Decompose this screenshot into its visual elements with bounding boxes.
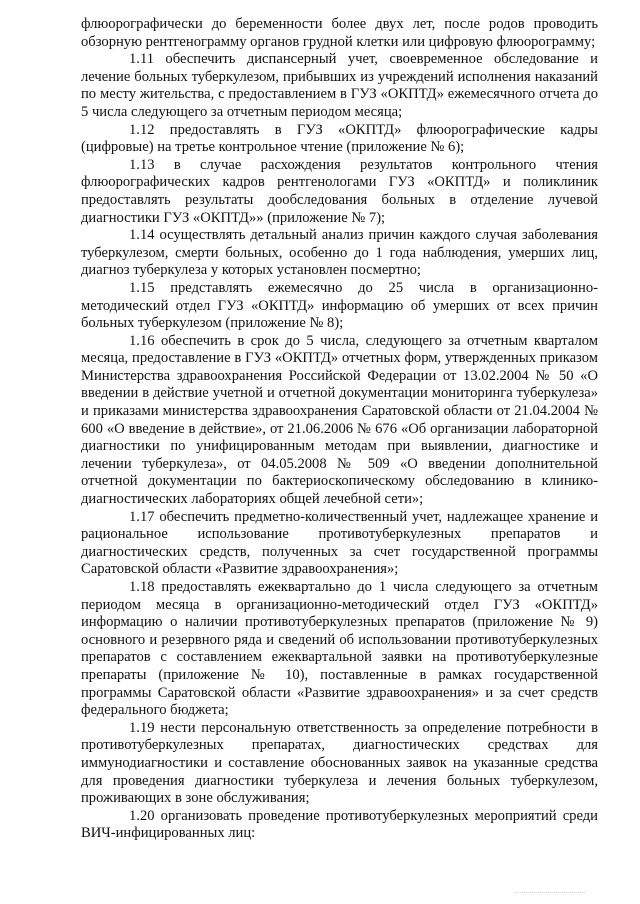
- clause-1-17: 1.17 обеспечить предметно-количественный учет, надлежащее хранение и рациональное использование противотуберкулезных препаратов и диагностических средств, полученных за счет государственной программы Саратовской области «Развитие здравоохранения»;: [81, 508, 598, 578]
- clause-1-11: 1.11 обеспечить диспансерный учет, своевременное обследование и лечение больных туберкулезом, прибывших из учреждений исполнения наказаний по месту жительства, с предоставлением в ГУЗ «ОКПТД» ежемесячного отчета до 5 числа следующего за отчетным периодом месяца;: [81, 51, 598, 120]
- clause-1-13: 1.13 в случае расхождения результатов контрольного чтения флюорографических кадров рентгенологами ГУЗ «ОКПТД» и поликлиник предоставлять результаты дообследования больных в отделение лучевой диагностики ГУЗ «ОКПТД»» (приложение № 7);: [81, 156, 598, 226]
- clause-1-16: 1.16 обеспечить в срок до 5 числа, следующего за отчетным кварталом месяца, предоставление в ГУЗ «ОКПТД» отчетных форм, утвержденных приказом Министерства здравоохранения Российской Федерации от 13.02.2004 № 50 «О введении в действие учетной и отчетной документации мониторинга туберкулеза» и приказами министерства здравоохранения Саратовской области от 21.04.2004 № 600 «О введение в действие», от 21.06.2006 № 676 «Об организации лабораторной диагностики по унифицированным методам при выявлении, диагностике и лечении туберкулеза», от 04.05.2008 № 509 «О введении дополнительной отчетной документации по бактериоскопическому обследованию в клинико-диагностических лабораториях общей лечебной сети»;: [81, 332, 598, 508]
- document-body: [81, 16, 598, 843]
- clause-1-18: 1.18 предоставлять ежеквартально до 1 числа следующего за отчетным периодом месяца в организационно-методический отдел ГУЗ «ОКПТД» информацию о наличии противотуберкулезных препаратов (приложение № 9) основного и резервного ряда и сведений об использовании противотуберкулезных препаратов с составлением ежеквартальной заявки на противотуберкулезные препараты (приложение № 10), поставленные в рамках государственной программы Саратовской области «Развитие здравоохранения» и за счет средств федерального бюджета;: [81, 579, 598, 719]
- clause-1-14: 1.14 осуществлять детальный анализ причин каждого случая заболевания туберкулезом, смерти больных, особенно до 1 года наблюдения, умерших лиц, диагноз туберкулеза у которых установлен посмертно;: [81, 227, 598, 279]
- clause-1-15: 1.15 представлять ежемесячно до 25 числа в организационно-методический отдел ГУЗ «ОКПТД» информацию об умерших от всех причин больных туберкулезом (приложение № 8);: [81, 279, 598, 332]
- clause-1-12: 1.12 предоставлять в ГУЗ «ОКПТД» флюорографические кадры (цифровые) на третье контрольное чтение (приложение № 6);: [81, 121, 598, 156]
- continuation-paragraph: флюорографически до беременности более двух лет, после родов проводить обзорную рентгенограмму органов грудной клетки или цифровую флюорограмму;: [81, 16, 598, 50]
- scan-artifact: [515, 892, 585, 899]
- clause-1-19: 1.19 нести персональную ответственность за определение потребности в противотуберкулезных препаратах, диагностических средствах для иммунодиагностики и составление обоснованных заявок на указанные средства для проведения диагностики туберкулеза и лечения больных туберкулезом, проживающих в зоне обслуживания;: [81, 719, 598, 807]
- clause-1-20: 1.20 организовать проведение противотуберкулезных мероприятий среди ВИЧ-инфицированных лиц:: [81, 807, 598, 842]
